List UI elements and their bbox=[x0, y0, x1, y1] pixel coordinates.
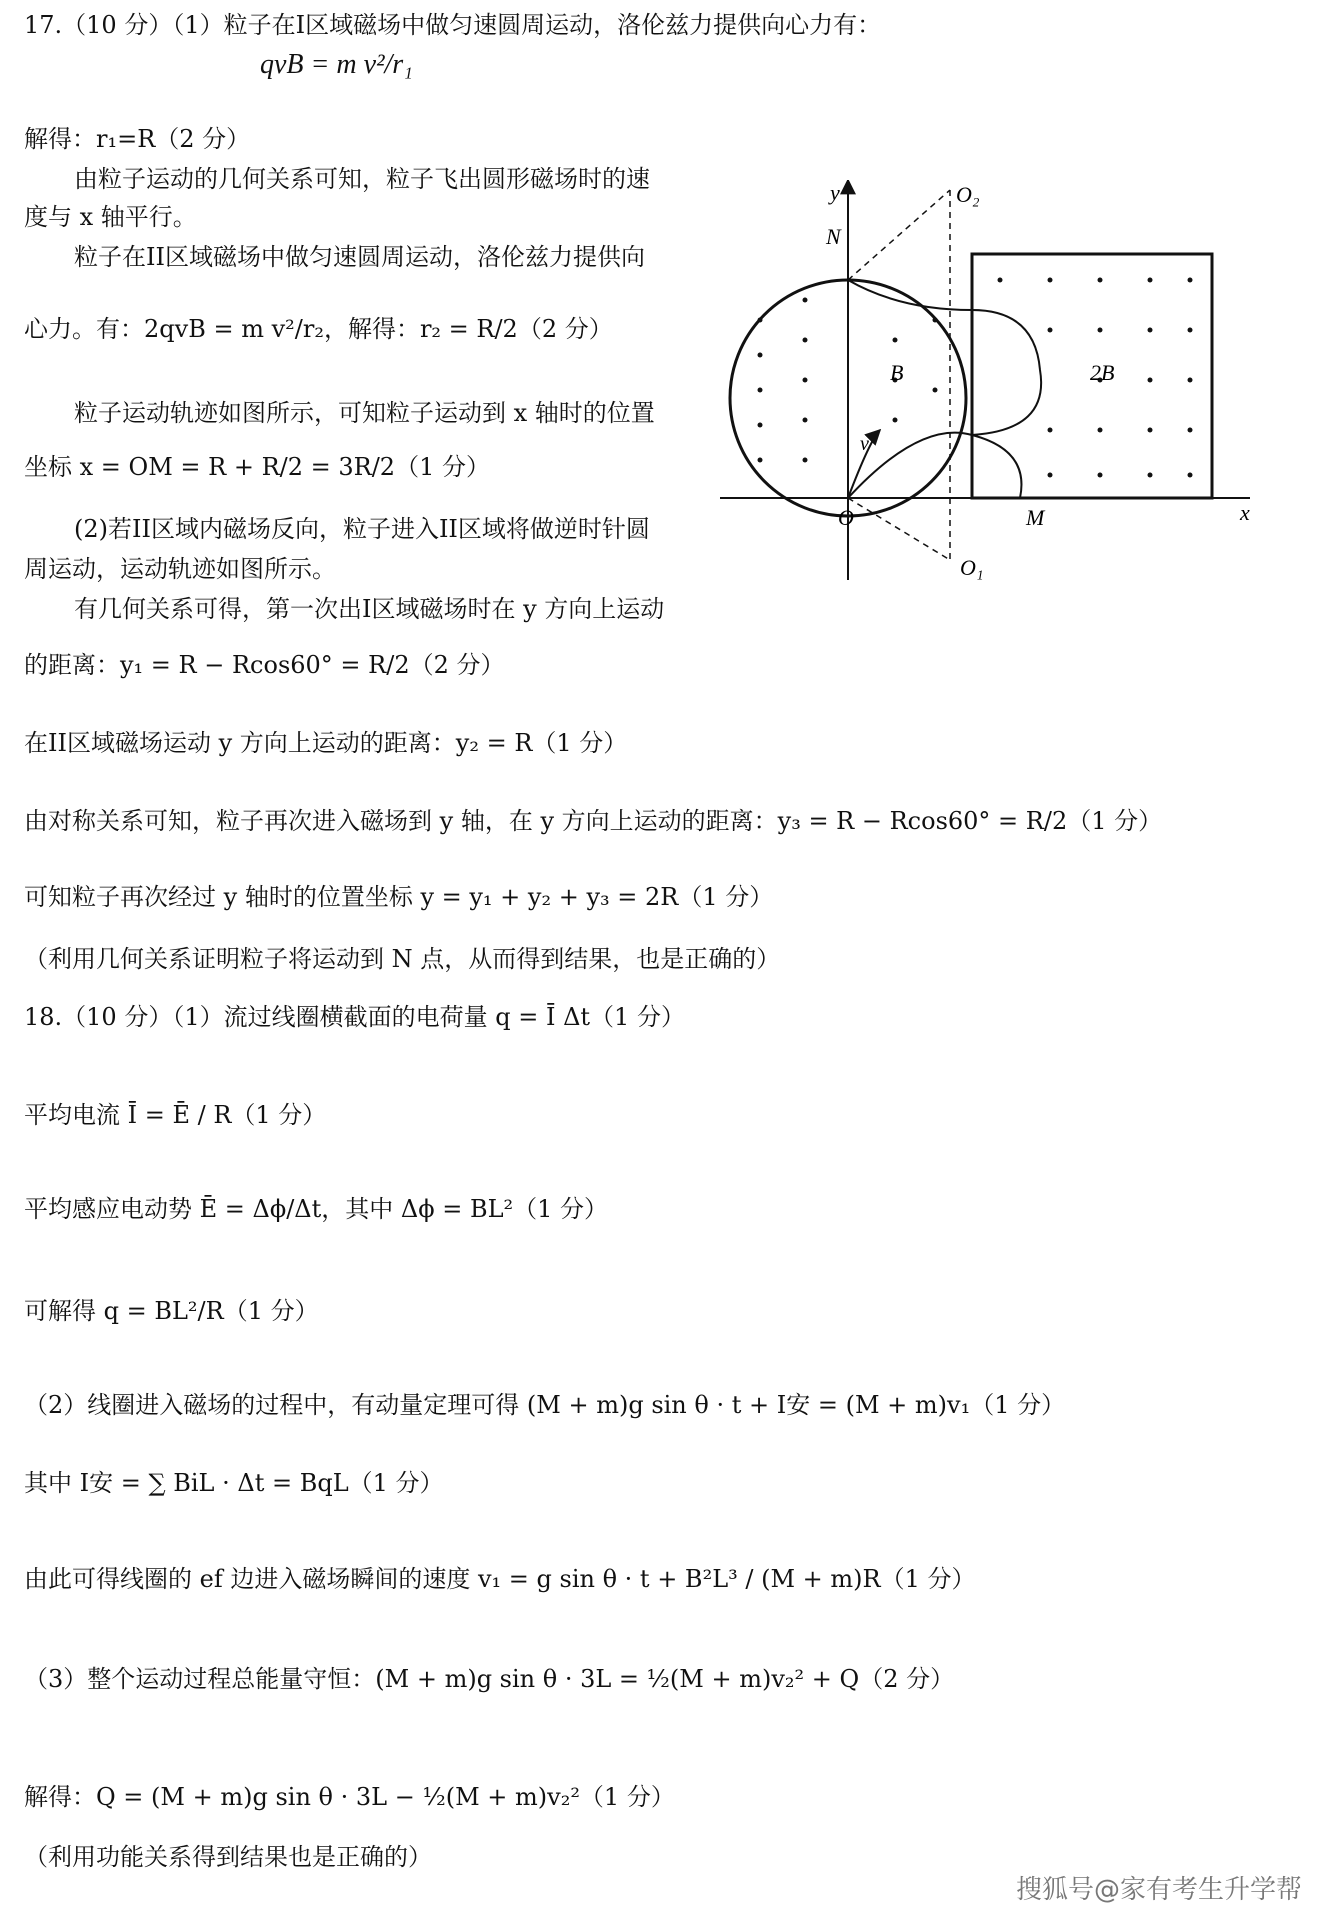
magnetic-field-diagram bbox=[720, 180, 1260, 580]
q18-line-2: 平均电流 Ī = Ē / R（1 分） bbox=[24, 1101, 327, 1129]
q17-line-5a: 粒子运动轨迹如图所示，可知粒子运动到 x 轴时的位置 bbox=[74, 399, 655, 427]
q17-line-7b: 的距离：y₁ = R − Rcos60° = R/2（2 分） bbox=[24, 651, 505, 679]
q18-line-7: 由此可得线圈的 ef 边进入磁场瞬间的速度 v₁ = g sin θ · t + B²L³ / (M + m)R（1 分） bbox=[24, 1565, 976, 1593]
q17-line-7a: 有几何关系可得，第一次出I区域磁场时在 y 方向上运动 bbox=[74, 595, 665, 623]
q17-line-8: 在II区域磁场运动 y 方向上运动的距离：y₂ = R（1 分） bbox=[24, 729, 628, 757]
label-y: y bbox=[830, 180, 840, 205]
q17-line-1: 17.（10 分）（1）粒子在I区域磁场中做匀速圆周运动，洛伦兹力提供向心力有： bbox=[24, 11, 882, 39]
q18-line-5: （2）线圈进入磁场的过程中，有动量定理可得 (M + m)g sin θ · t + I安 = (M + m)v₁（1 分） bbox=[24, 1391, 1066, 1419]
label-B: B bbox=[890, 360, 904, 385]
q17-line-6a: (2)若II区域内磁场反向，粒子进入II区域将做逆时针圆 bbox=[74, 515, 650, 543]
q17-eq-1: qvB = m v²/r₁ bbox=[260, 49, 413, 80]
q17-line-10: 可知粒子再次经过 y 轴时的位置坐标 y = y₁ + y₂ + y₃ = 2R（1 分） bbox=[24, 883, 774, 911]
q17-line-9: 由对称关系可知，粒子再次进入磁场到 y 轴，在 y 方向上运动的距离：y₃ = R − Rcos60° = R/2（1 分） bbox=[24, 807, 1163, 835]
q17-line-2: 解得：r₁=R（2 分） bbox=[24, 125, 251, 153]
trajectory-3 bbox=[972, 310, 1041, 435]
label-O2: O₂ bbox=[956, 182, 980, 207]
q17-line-4a: 粒子在II区域磁场中做匀速圆周运动，洛伦兹力提供向 bbox=[74, 243, 645, 271]
q17-line-6b: 周运动，运动轨迹如图所示。 bbox=[24, 555, 336, 583]
watermark: 搜狐号@家有考生升学帮 bbox=[1015, 1875, 1302, 1905]
q18-line-3: 平均感应电动势 Ē = Δϕ/Δt，其中 Δϕ = BL²（1 分） bbox=[24, 1195, 609, 1223]
field-dots bbox=[758, 278, 1193, 478]
label-x: x bbox=[1240, 500, 1250, 525]
label-M: M bbox=[1026, 505, 1045, 530]
q18-line-6: 其中 I安 = ∑ BiL · Δt = BqL（1 分） bbox=[24, 1469, 444, 1497]
q17-line-4b: 心力。有：2qvB = m v²/r₂，解得：r₂ = R/2（2 分） bbox=[24, 315, 613, 343]
q17-line-5b: 坐标 x = OM = R + R/2 = 3R/2（1 分） bbox=[24, 453, 490, 481]
q18-line-4: 可解得 q = BL²/R（1 分） bbox=[24, 1297, 319, 1325]
q18-line-1: 18.（10 分）（1）流过线圈横截面的电荷量 q = Ī Δt（1 分） bbox=[24, 1003, 685, 1031]
label-O: O bbox=[838, 505, 854, 530]
q18-line-8: （3）整个运动过程总能量守恒：(M + m)g sin θ · 3L = ½(M + m)v₂² + Q（2 分） bbox=[24, 1665, 955, 1693]
q18-line-10: （利用功能关系得到结果也是正确的） bbox=[24, 1843, 432, 1871]
dashed-N-O2 bbox=[848, 190, 950, 280]
q17-line-3a: 由粒子运动的几何关系可知，粒子飞出圆形磁场时的速 bbox=[74, 165, 650, 193]
label-2B: 2B bbox=[1090, 360, 1115, 385]
q18-line-9: 解得：Q = (M + m)g sin θ · 3L − ½(M + m)v₂²（1 分） bbox=[24, 1783, 675, 1811]
label-O1: O₁ bbox=[960, 555, 984, 580]
q17-line-11: （利用几何关系证明粒子将运动到 N 点，从而得到结果，也是正确的） bbox=[24, 945, 781, 973]
label-N: N bbox=[826, 224, 841, 249]
q17-line-3b: 度与 x 轴平行。 bbox=[24, 203, 197, 231]
label-v: v bbox=[860, 433, 869, 455]
trajectory-2 bbox=[972, 435, 1021, 498]
trajectory-4 bbox=[848, 280, 972, 310]
dashed-O-O1 bbox=[848, 498, 950, 560]
